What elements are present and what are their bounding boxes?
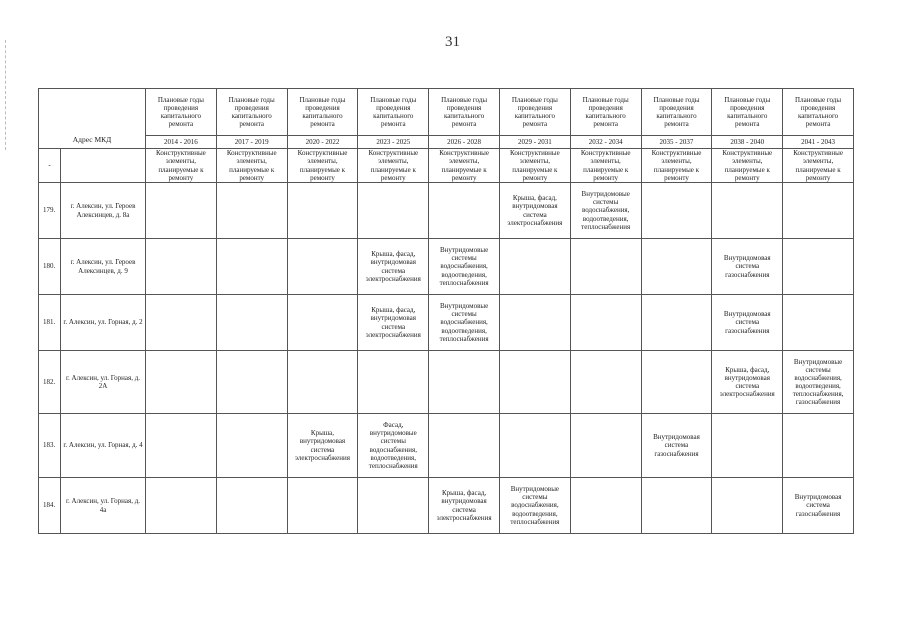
repair-elements-cell [712,414,783,478]
repair-elements-cell [712,183,783,239]
period-header: Плановые годы проведения капитального ремонта [287,89,358,136]
table-row [39,239,854,295]
repair-elements-cell: Внутридомовые системы водоснабжения, водоотведения, теплоснабжения, газоснабжения [783,351,854,414]
header-row-periods-title [39,89,854,136]
repair-elements-cell: Крыша, фасад, внутридомовая система электроснабжения [358,295,429,351]
repair-elements-cell [287,239,358,295]
repair-elements-cell [712,478,783,534]
repair-elements-cell: Крыша, фасад, внутридомовая система электроснабжения [712,351,783,414]
elements-header: Конструктивные элементы, планируемые к ремонту [146,149,217,183]
period-years: 2017 - 2019 [216,136,287,149]
row-number: 180. [39,239,61,295]
repair-elements-cell [216,414,287,478]
repair-elements-cell [358,183,429,239]
period-years: 2041 - 2043 [783,136,854,149]
repair-elements-cell [499,295,570,351]
repair-elements-cell [783,295,854,351]
margin-marks [5,40,7,150]
repair-elements-cell [570,351,641,414]
repair-elements-cell: Внутридомовые системы водоснабжения, водоотведения, теплоснабжения [570,183,641,239]
table-row [39,414,854,478]
row-number: 183. [39,414,61,478]
table-row [39,183,854,239]
row-number: 179. [39,183,61,239]
period-header: Плановые годы проведения капитального ремонта [358,89,429,136]
repair-elements-cell [641,295,712,351]
repair-elements-cell [641,239,712,295]
repair-elements-cell [146,295,217,351]
period-years: 2023 - 2025 [358,136,429,149]
header-row-elements [39,149,854,183]
repair-elements-cell [570,478,641,534]
repair-elements-cell [216,295,287,351]
repair-elements-cell [570,295,641,351]
repair-elements-cell [499,351,570,414]
period-years: 2032 - 2034 [570,136,641,149]
row-number: 182. [39,351,61,414]
repair-elements-cell [641,478,712,534]
repair-elements-cell [570,239,641,295]
period-header: Плановые годы проведения капитального ремонта [146,89,217,136]
period-header: Плановые годы проведения капитального ремонта [712,89,783,136]
repair-elements-cell [287,295,358,351]
repair-elements-cell [287,478,358,534]
repair-elements-cell [146,183,217,239]
period-years: 2014 - 2016 [146,136,217,149]
row-address: г. Алексин, ул. Героев Алексинцев, д. 8а [61,183,146,239]
elements-header: Конструктивные элементы, планируемые к ремонту [570,149,641,183]
elements-header: Конструктивные элементы, планируемые к ремонту [641,149,712,183]
row-number: 184. [39,478,61,534]
repair-elements-cell [429,351,500,414]
repair-plan-table [38,88,854,534]
period-header: Плановые годы проведения капитального ремонта [216,89,287,136]
repair-elements-cell [641,351,712,414]
repair-elements-cell [783,183,854,239]
row-address: г. Алексин, ул. Героев Алексинцев, д. 9 [61,239,146,295]
repair-elements-cell [429,183,500,239]
repair-elements-cell: Внутридомовая система газоснабжения [641,414,712,478]
repair-elements-cell [358,351,429,414]
repair-elements-cell [783,239,854,295]
repair-elements-cell: Внутридомовая система газоснабжения [783,478,854,534]
repair-elements-cell: Крыша, фасад, внутридомовая система электроснабжения [429,478,500,534]
repair-elements-cell [216,351,287,414]
period-header: Плановые годы проведения капитального ремонта [570,89,641,136]
elements-header: Конструктивные элементы, планируемые к ремонту [216,149,287,183]
repair-elements-cell [287,183,358,239]
page-number: 31 [445,34,460,50]
repair-elements-cell: Внутридомовые системы водоснабжения, водоотведения, теплоснабжения [429,239,500,295]
repair-elements-cell [499,239,570,295]
elements-header: Конструктивные элементы, планируемые к ремонту [783,149,854,183]
period-years: 2029 - 2031 [499,136,570,149]
repair-elements-cell [146,351,217,414]
repair-elements-cell [287,351,358,414]
header-dash: - [39,149,61,183]
period-years: 2020 - 2022 [287,136,358,149]
table-row [39,478,854,534]
repair-elements-cell [499,414,570,478]
table-row [39,295,854,351]
row-address: г. Алексин, ул. Горная, д. 2А [61,351,146,414]
period-years: 2026 - 2028 [429,136,500,149]
repair-elements-cell [146,478,217,534]
table-row [39,351,854,414]
period-header: Плановые годы проведения капитального ремонта [641,89,712,136]
table-body [39,183,854,534]
repair-elements-cell [216,478,287,534]
repair-elements-cell [429,414,500,478]
period-years: 2035 - 2037 [641,136,712,149]
period-header: Плановые годы проведения капитального ремонта [429,89,500,136]
repair-elements-cell [570,414,641,478]
repair-elements-cell: Крыша, внутридомовая система электроснабжения [287,414,358,478]
elements-header: Конструктивные элементы, планируемые к ремонту [712,149,783,183]
elements-header: Конструктивные элементы, планируемые к ремонту [287,149,358,183]
repair-elements-cell [783,414,854,478]
header-empty [61,149,146,183]
elements-header: Конструктивные элементы, планируемые к ремонту [429,149,500,183]
row-address: г. Алексин, ул. Горная, д. 4а [61,478,146,534]
row-address: г. Алексин, ул. Горная, д. 2 [61,295,146,351]
address-header: Адрес МКД [39,89,146,149]
repair-elements-cell [358,478,429,534]
header-row-years [39,136,854,149]
repair-elements-cell: Внутридомовые системы водоснабжения, водоотведения, теплоснабжения [499,478,570,534]
repair-elements-cell: Внутридомовая система газоснабжения [712,239,783,295]
repair-elements-cell: Фасад, внутридомовые системы водоснабжения, водоотведения, теплоснабжения [358,414,429,478]
repair-elements-cell: Крыша, фасад, внутридомовая система электроснабжения [499,183,570,239]
repair-elements-cell [146,239,217,295]
repair-elements-cell [216,239,287,295]
repair-elements-cell [146,414,217,478]
period-years: 2038 - 2040 [712,136,783,149]
repair-elements-cell: Крыша, фасад, внутридомовая система электроснабжения [358,239,429,295]
elements-header: Конструктивные элементы, планируемые к ремонту [358,149,429,183]
row-number: 181. [39,295,61,351]
period-header: Плановые годы проведения капитального ремонта [499,89,570,136]
row-address: г. Алексин, ул. Горная, д. 4 [61,414,146,478]
repair-elements-cell [216,183,287,239]
repair-elements-cell: Внутридомовые системы водоснабжения, водоотведения, теплоснабжения [429,295,500,351]
elements-header: Конструктивные элементы, планируемые к ремонту [499,149,570,183]
repair-elements-cell [641,183,712,239]
period-header: Плановые годы проведения капитального ремонта [783,89,854,136]
repair-elements-cell: Внутридомовая система газоснабжения [712,295,783,351]
